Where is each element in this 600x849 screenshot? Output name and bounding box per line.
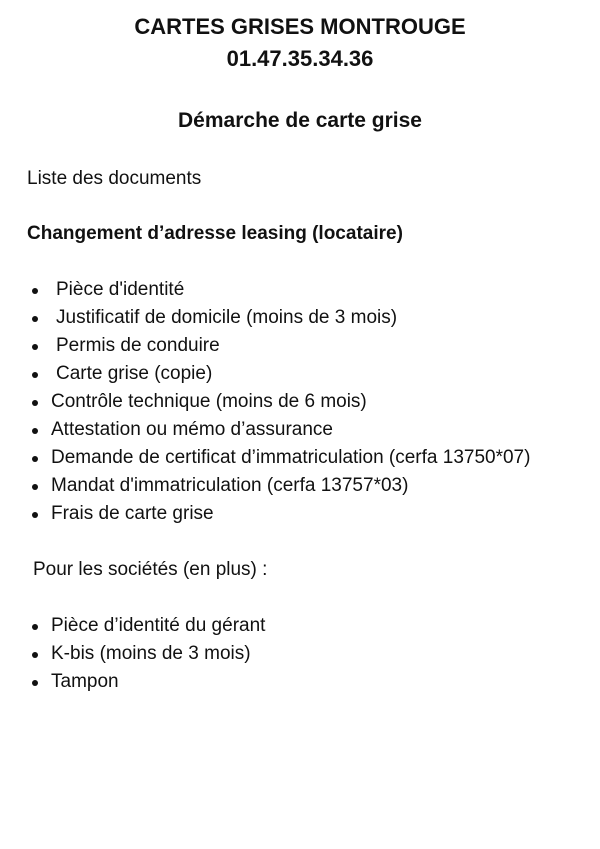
bullet-icon — [32, 652, 38, 658]
bullet-icon — [32, 512, 38, 518]
business-name: CARTES GRISES MONTROUGE — [134, 14, 466, 39]
bullet-icon — [32, 484, 38, 490]
bullet-icon — [32, 624, 38, 630]
list-item-text: Demande de certificat d’immatriculation (cerfa 13750*07) — [51, 447, 531, 468]
bullet-icon — [32, 428, 38, 434]
phone-number: 01.47.35.34.36 — [226, 46, 374, 71]
bullet-icon — [32, 456, 38, 462]
bullet-icon — [32, 288, 38, 294]
documents-intro: Liste des documents — [27, 168, 202, 189]
bullet-icon — [32, 344, 38, 350]
list-item-text: Justificatif de domicile (moins de 3 mois) — [56, 307, 398, 328]
list-item-text: Contrôle technique (moins de 6 mois) — [51, 391, 367, 412]
page-subtitle: Démarche de carte grise — [178, 109, 422, 132]
bullet-icon — [32, 400, 38, 406]
bullet-icon — [32, 680, 38, 686]
bullet-icon — [32, 372, 38, 378]
list-item-text: Carte grise (copie) — [56, 363, 213, 384]
list-item-text: Attestation ou mémo d’assurance — [51, 419, 333, 440]
list-item-text: Tampon — [51, 671, 119, 692]
list-item-text: K-bis (moins de 3 mois) — [51, 643, 251, 664]
bullet-icon — [32, 316, 38, 322]
list-item-text: Mandat d'immatriculation (cerfa 13757*03) — [51, 475, 409, 496]
list-item-text: Permis de conduire — [56, 335, 220, 356]
section-title: Changement d’adresse leasing (locataire) — [27, 223, 403, 244]
list-item-text: Frais de carte grise — [51, 503, 214, 524]
companies-heading: Pour les sociétés (en plus) : — [33, 559, 268, 580]
list-item-text: Pièce d'identité — [56, 279, 185, 300]
list-item-text: Pièce d’identité du gérant — [51, 615, 266, 636]
